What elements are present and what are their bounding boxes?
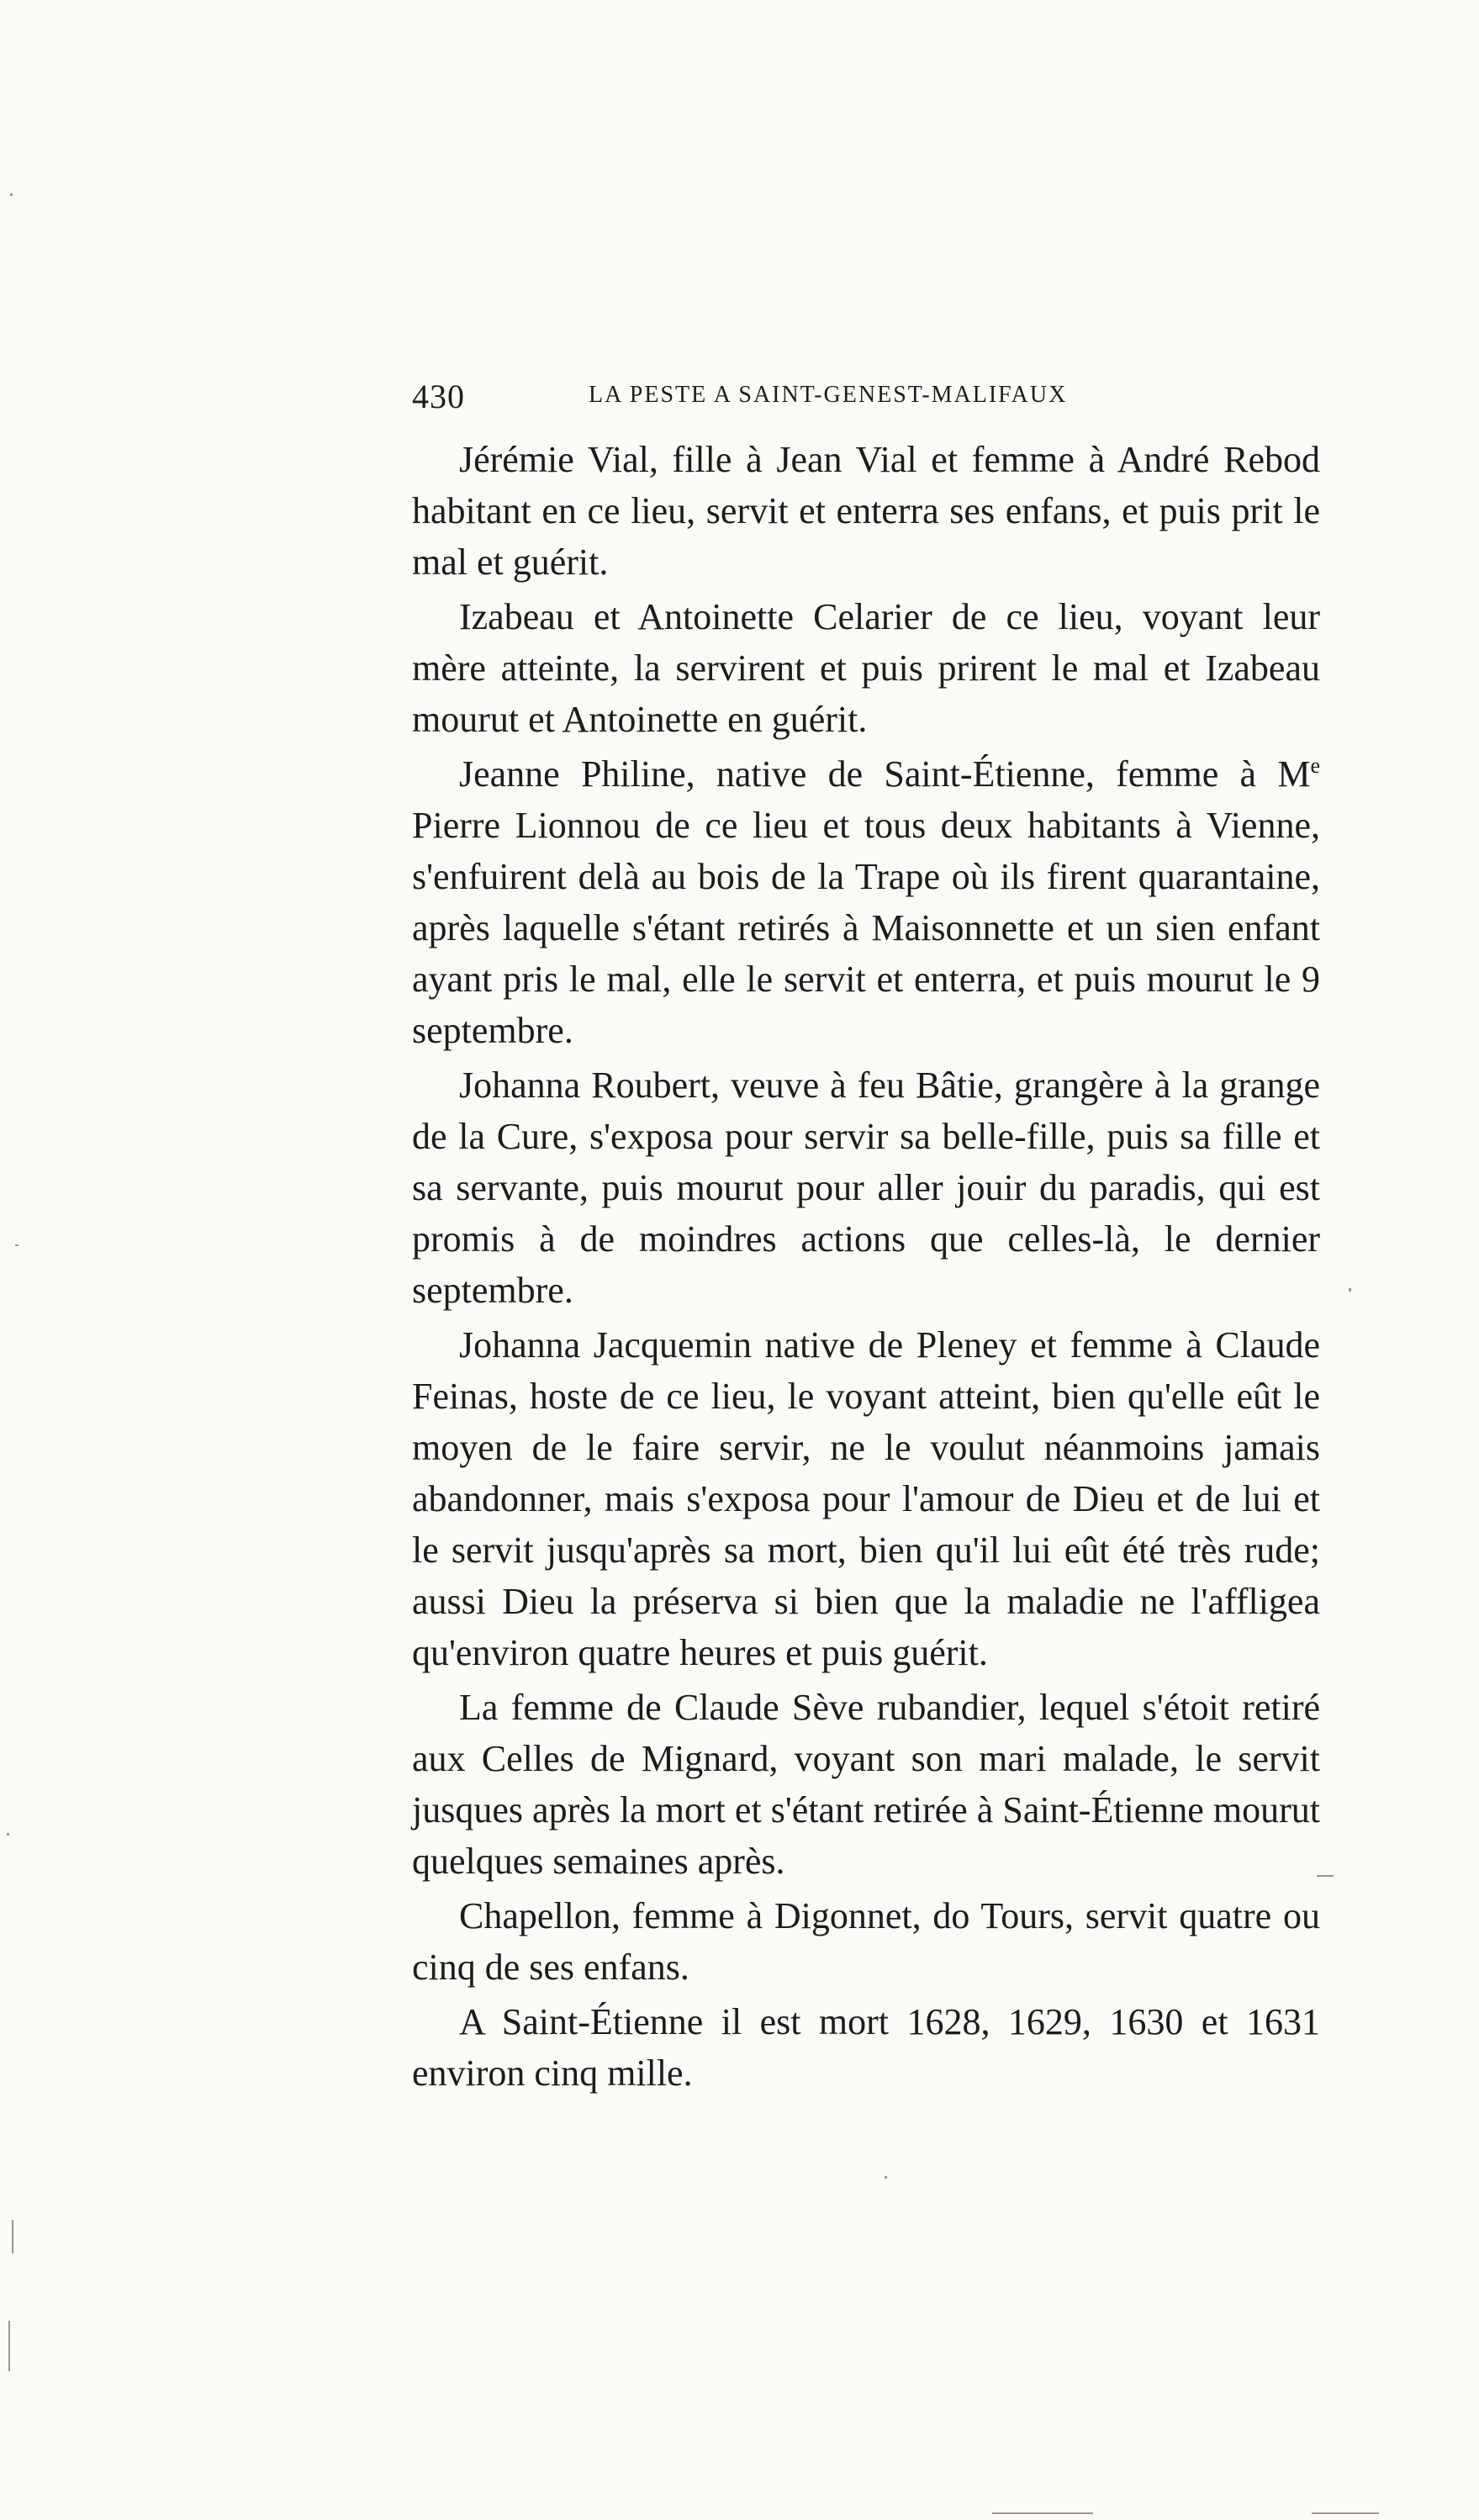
paragraph-jeremie-vial: Jérémie Vial, fille à Jean Vial et femme à André Rebod habitant en ce lieu, servit et enterra ses enfans, et puis prit le mal et guérit. — [412, 439, 1320, 583]
superscript-e: e — [1310, 753, 1320, 778]
scan-speck — [8, 2321, 10, 2371]
paragraph-saint-etienne-deaths: A Saint-Étienne il est mort 1628, 1629, 1630 et 1631 environ cinq mille. — [412, 2001, 1320, 2094]
scan-speck — [15, 1244, 18, 1246]
body-text — [412, 434, 1320, 2102]
page-header — [412, 375, 1345, 417]
paragraph-izabeau-antoinette: Izabeau et Antoinette Celarier de ce lieu, voyant leur mère atteinte, la servirent et puis prirent le mal et Izabeau mourut et Antoinette en guérit. — [412, 596, 1320, 740]
scan-speck — [7, 1833, 9, 1836]
scan-speck — [992, 2512, 1093, 2514]
paragraph-jeanne-philine-rest: Pierre Lionnou de ce lieu et tous deux habitants à Vienne, s'enfuirent delà au bois de la Trape où ils firent quarantaine, après laquelle s'étant retirés à Maisonnette et un sien enfant ayant pris le mal, elle le servit et enterra, et puis mourut le 9 septembre. — [412, 805, 1320, 1051]
scan-speck — [10, 193, 13, 196]
paragraph-jeanne-philine-start: Jeanne Philine, native de Saint-Étienne, femme à M — [459, 753, 1311, 795]
scan-speck — [1312, 2512, 1379, 2514]
page-number: 430 — [412, 378, 465, 415]
scan-speck — [12, 2220, 13, 2253]
scan-speck — [1317, 1875, 1334, 1877]
paragraph-claude-seve: La femme de Claude Sève rubandier, lequel s'étoit retiré aux Celles de Mignard, voyant son mari malade, le servit jusques après la mort et s'étant retirée à Saint-Étienne mourut quelques semaines après. — [412, 1687, 1320, 1882]
scan-speck — [1349, 1288, 1351, 1292]
paragraph-johanna-roubert: Johanna Roubert, veuve à feu Bâtie, grangère à la grange de la Cure, s'exposa pour servir sa belle-fille, puis sa fille et sa servante, puis mourut pour aller jouir du paradis, qui est promis à de moindres actions que celles-là, le dernier septembre. — [412, 1065, 1320, 1311]
scan-speck — [885, 2176, 887, 2179]
paragraph-chapellon: Chapellon, femme à Digonnet, do Tours, servit quatre ou cinq de ses enfans. — [412, 1895, 1320, 1988]
running-title: LA PESTE A SAINT-GENEST-MALIFAUX — [589, 382, 1068, 408]
paragraph-johanna-jacquemin: Johanna Jacquemin native de Pleney et femme à Claude Feinas, hoste de ce lieu, le voyant atteint, bien qu'elle eût le moyen de le faire servir, ne le voulut néanmoins jamais abandonner, mais s'exposa pour l'amour de Dieu et de lui et le servit jusqu'après sa mort, bien qu'il lui eût été très rude; aussi Dieu la préserva si bien que la maladie ne l'affligea qu'environ quatre heures et puis guérit. — [412, 1324, 1320, 1673]
paragraph-jeanne-philine — [412, 748, 1320, 1056]
